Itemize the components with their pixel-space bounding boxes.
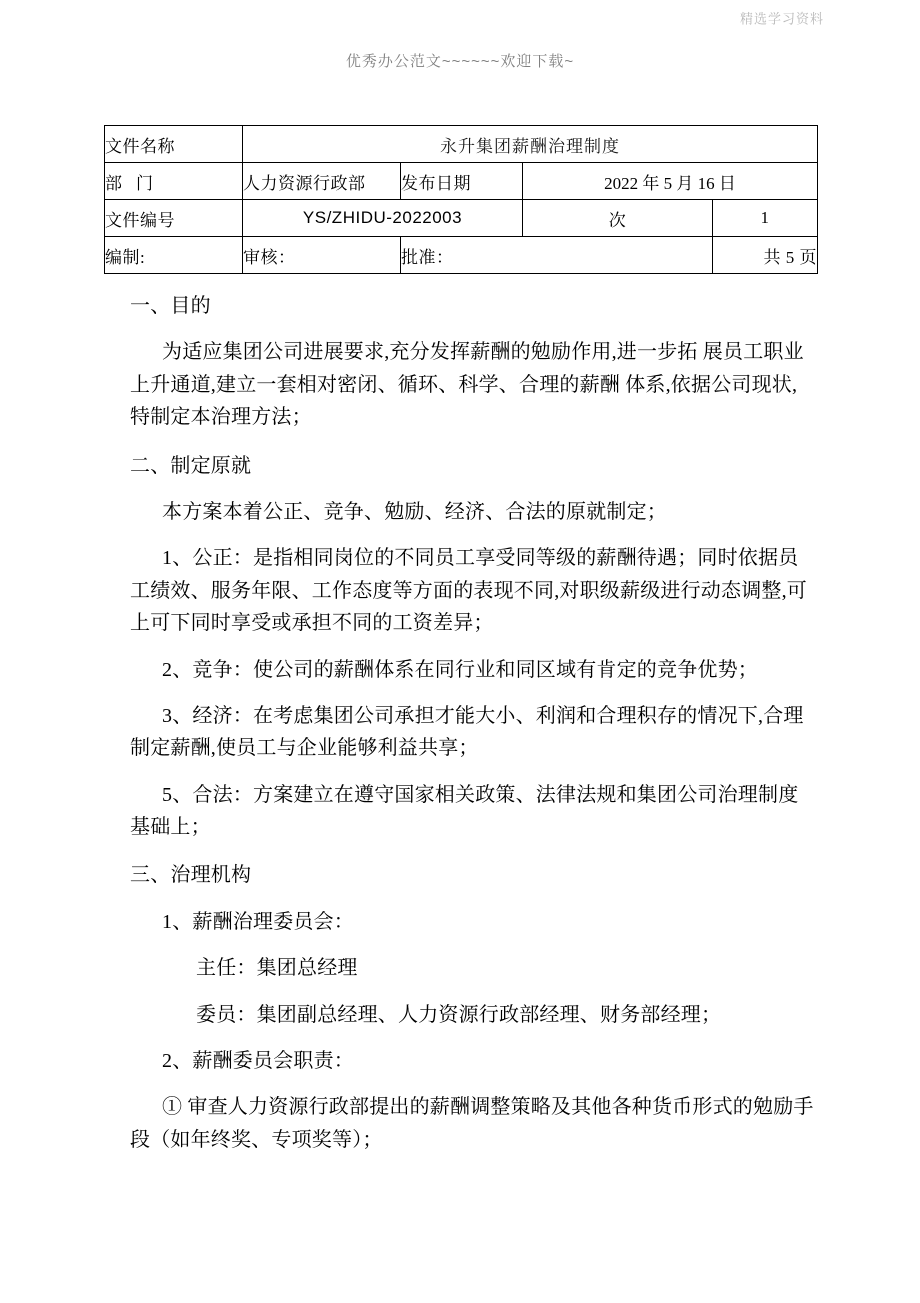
document-header-table bbox=[104, 125, 818, 274]
version-value: 1 bbox=[760, 208, 770, 227]
section-3-paragraph-2: 主任：集团总经理 bbox=[196, 957, 358, 980]
cell-document-number-label bbox=[105, 200, 243, 237]
download-banner-text: 优秀办公范文~~~~~~欢迎下载~ bbox=[345, 53, 575, 70]
page-count-label: 共 5 页 bbox=[763, 247, 817, 267]
section-heading-2: 二、制定原就 bbox=[130, 454, 252, 477]
table-row bbox=[105, 163, 818, 200]
cell-version-label bbox=[523, 200, 713, 237]
section-2-paragraph-5: 5、合法：方案建立在遵守国家相关政策、法律法规和集团公司治理制度基础上； bbox=[130, 783, 799, 839]
section-3-paragraph-3: 委员：集团副总经理、人力资源行政部经理、财务部经理； bbox=[196, 1003, 722, 1026]
section-3-paragraph-4: 2、薪酬委员会职责： bbox=[162, 1050, 354, 1073]
document-number-label: 文件编号 bbox=[105, 210, 175, 230]
section-3-paragraph-1: 1、薪酬治理委员会： bbox=[162, 910, 354, 933]
cell-page-count bbox=[713, 237, 818, 274]
cell-document-title bbox=[243, 126, 818, 163]
section-1-paragraph-1: 为适应集团公司进展要求,充分发挥薪酬的勉励作用,进一步拓 展员工职业上升通道,建立一套相对密闭、循环、科学、合理的薪酬 体系,依据公司现状,特制定本治理方法； bbox=[130, 341, 804, 429]
section-heading-3: 三、治理机构 bbox=[130, 864, 252, 887]
cell-department-label bbox=[105, 163, 243, 200]
section-2-paragraph-4: 3、经济：在考虑集团公司承担才能大小、利润和合理积存的情况下,合理制定薪酬,使员工与企业能够利益共享； bbox=[130, 704, 804, 760]
cell-document-number-value bbox=[243, 200, 523, 237]
version-label: 次 bbox=[608, 210, 627, 230]
document-content bbox=[104, 125, 817, 1156]
section-2-paragraph-3: 2、竞争：使公司的薪酬体系在同行业和同区域有肯定的竞争优势； bbox=[162, 658, 758, 681]
page-title: 永升集团薪酬治理制度 bbox=[440, 136, 620, 156]
approved-by-label: 批准： bbox=[401, 247, 454, 267]
section-2-paragraph-2: 1、公正：是指相同岗位的不同员工享受同等级的薪酬待遇；同时依据员工绩效、服务年限、工作态度等方面的表现不同,对职级薪级进行动态调整,可上可下同时享受或承担不同的工资差异； bbox=[130, 547, 807, 635]
table-row bbox=[105, 200, 818, 237]
cell-approved-by-label bbox=[401, 237, 713, 274]
cell-publish-date-label bbox=[401, 163, 523, 200]
cell-prepared-by-label bbox=[105, 237, 243, 274]
watermark-text: 精选学习资料 bbox=[739, 10, 824, 27]
table-row bbox=[105, 126, 818, 163]
cell-publish-date-value bbox=[523, 163, 818, 200]
department-label: 部门 bbox=[105, 173, 167, 193]
cell-reviewed-by-label bbox=[243, 237, 401, 274]
section-2-paragraph-1: 本方案本着公正、竞争、勉励、经济、合法的原就制定； bbox=[162, 500, 667, 523]
cell-version-value bbox=[713, 200, 818, 237]
document-number-value: YS/ZHIDU-2022003 bbox=[302, 208, 463, 227]
publish-date-label: 发布日期 bbox=[401, 173, 471, 193]
department-value: 人力资源行政部 bbox=[243, 173, 366, 193]
prepared-by-label: 编制: bbox=[105, 247, 146, 267]
section-heading-1: 一、目的 bbox=[130, 295, 211, 317]
section-3-paragraph-5: ① 审查人力资源行政部提出的薪酬调整策略及其他各种货币形式的勉励手段（如年终奖、专项奖等）； bbox=[130, 1096, 814, 1151]
cell-file-name-label bbox=[105, 126, 243, 163]
cell-department-value bbox=[243, 163, 401, 200]
document-body bbox=[104, 290, 817, 1156]
table-row bbox=[105, 237, 818, 274]
publish-date-value: 2022 年 5 月 16 日 bbox=[604, 173, 736, 193]
reviewed-by-label: 审核： bbox=[243, 247, 296, 267]
file-name-label: 文件名称 bbox=[105, 136, 175, 156]
